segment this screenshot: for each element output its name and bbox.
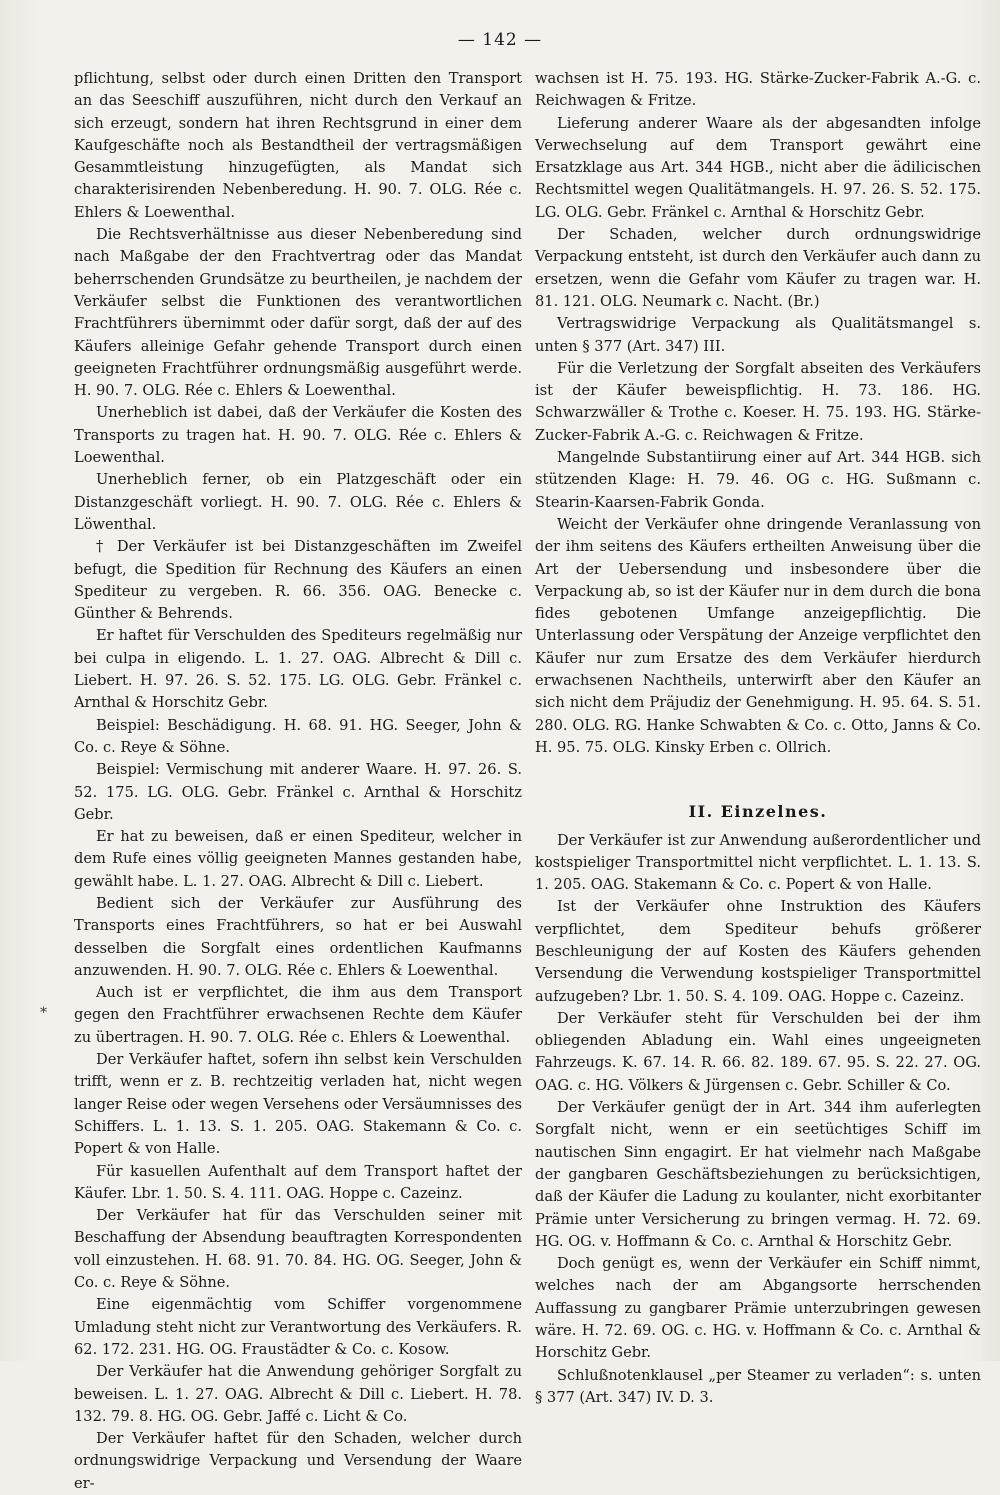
paragraph: Lieferung anderer Waare als der abgesandten infolge Verwechselung auf dem Transport gewährt eine Ersatzklage aus Art. 344 HGB., nicht aber die ädilicischen Rechtsmittel wegen Qualitätmangels. H. 97. 26. S. 52. 175. LG. OLG. Gebr. Fränkel c. Arnthal & Horschitz Gebr. bbox=[535, 114, 981, 221]
paragraph: Der Verkäufer haftet für den Schaden, welcher durch ordnungswidrige Verpackung und Versendung der Waare er- bbox=[74, 1430, 522, 1492]
paragraph: Der Verkäufer hat die Anwendung gehöriger Sorgfalt zu beweisen. L. 1. 27. OAG. Albrecht & Dill c. Liebert. H. 78. 132. 79. 8. HG. OG. Gebr. Jaffé c. Licht & Co. bbox=[74, 1363, 522, 1425]
paragraph: Der Verkäufer steht für Verschulden bei der ihm obliegenden Abladung ein. Wahl eines ungeeigneten Fahrzeugs. K. 67. 14. R. 66. 82. 189. 67. 95. S. 22. 27. OG. OAG. c. HG. Völkers & Jürgensen c. Gebr. Schiller & Co. bbox=[535, 1009, 981, 1094]
paragraph: Der Verkäufer ist zur Anwendung außerordentlicher und kostspieliger Transportmittel nicht verpflichtet. L. 1. 13. S. 1. 205. OAG. Stakemann & Co. c. Popert & von Halle. bbox=[535, 831, 981, 894]
paragraph: Der Schaden, welcher durch ordnungswidrige Verpackung entsteht, ist durch den Verkäufer auch dann zu ersetzen, wenn die Gefahr vom Käufer zu tragen war. H. 81. 121. OLG. Neumark c. Nacht. (Br.) bbox=[535, 226, 981, 310]
paragraph: Ist der Verkäufer ohne Instruktion des Käufers verpflichtet, dem Spediteur behufs größerer Beschleunigung der auf Kosten des Käufers gehenden Versendung die Verwendung kostspieliger Transportmittel aufzugeben? Lbr. 1. 50. S. 4. 109. OAG. Hoppe c. Cazeinz. bbox=[535, 898, 981, 1005]
paragraph: Weicht der Verkäufer ohne dringende Veranlassung von der ihm seitens des Käufers ertheilten Anweisung über die Art der Uebersendung und insbesondere über die Verpackung ab, so ist der Käufer nur in dem durch die bona fides gebotenen Umfange anzeigepflichtig. Die Unterlassung oder Verspätung der Anzeige verpflichtet den Käufer nur zum Ersatze des dem Verkäufer hierdurch erwachsenen Nachtheils, unterwirft aber den Käufer an sich nicht dem Präjudiz der Genehmigung. H. 95. 64. S. 51. 280. OLG. RG. Hanke Schwabten & Co. c. Otto, Janns & Co. H. 95. 75. OLG. Kinsky Erben c. Ollrich. bbox=[535, 515, 981, 756]
paragraph: Auch ist er verpflichtet, die ihm aus dem Transport gegen den Frachtführer erwachsenen Rechte dem Käufer zu übertragen. H. 90. 7. OLG. Rée c. Ehlers & Loewenthal. bbox=[74, 984, 522, 1046]
paragraph: Eine eigenmächtig vom Schiffer vorgenommene Umladung steht nicht zur Verantwortung des Verkäufers. R. 62. 172. 231. HG. OG. Fraustädter & Co. c. Kosow. bbox=[74, 1296, 522, 1358]
paragraph: Schlußnotenklausel „per Steamer zu verladen“: s. unten § 377 (Art. 347) IV. D. 3. bbox=[535, 1366, 981, 1406]
paragraph: Er haftet für Verschulden des Spediteurs regelmäßig nur bei culpa in eligendo. L. 1. 27. OAG. Albrecht & Dill c. Liebert. H. 97. 26. S. 52. 175. LG. OLG. Gebr. Fränkel c. Arnthal & Horschitz Gebr. bbox=[74, 627, 522, 712]
paragraph: † Der Verkäufer ist bei Distanzgeschäften im Zweifel befugt, die Spedition für Rechnung des Käufers an einen Spediteur zu vergeben. R. 66. 356. OAG. Benecke c. Günther & Behrends. bbox=[74, 538, 522, 623]
paragraph: Der Verkäufer genügt der in Art. 344 ihm auferlegten Sorgfalt nicht, wenn er ein seetüchtiges Schiff im nautischen Sinn engagirt. Er hat vielmehr nach Maßgabe der gangbaren Geschäftsbeziehungen zu berücksichtigen, daß der Käufer die Ladung zu koulanter, nicht exorbitanter Prämie unter Versicherung zu bringen vermag. H. 72. 69. HG. OG. v. Hoffmann & Co. c. Arnthal & Horschitz Gebr. bbox=[535, 1099, 981, 1250]
paragraph: Vertragswidrige Verpackung als Qualitätsmangel s. unten § 377 (Art. 347) III. bbox=[535, 315, 981, 355]
section-heading: II. Einzelnes. bbox=[688, 802, 828, 822]
paragraph: Für die Verletzung der Sorgfalt abseiten des Verkäufers ist der Käufer beweispflichtig. H. 73. 186. HG. Schwarzwäller & Trothe c. Koeser. H. 75. 193. HG. Stärke-Zucker-Fabrik A.-G. c. Reichwagen & Fritze. bbox=[535, 359, 981, 444]
paragraph: Die Rechtsverhältnisse aus dieser Nebenberedung sind nach Maßgabe der den Frachtvertrag oder das Mandat beherrschenden Grundsätze zu beurtheilen, je nachdem der Verkäufer selbst die Funktionen des verantwortlichen Frachtführers übernimmt oder dafür sorgt, daß der auf des Käufers alleinige Gefahr gehende Transport durch einen geeigneten Frachtführer ordnungsmäßig ausgeführt werde. H. 90. 7. OLG. Rée c. Ehlers & Loewenthal. bbox=[74, 226, 522, 400]
paragraph: Unerheblich ist dabei, daß der Verkäufer die Kosten des Transports zu tragen hat. H. 90. 7. OLG. Rée c. Ehlers & Loewenthal. bbox=[74, 404, 522, 467]
paragraph: Der Verkäufer hat für das Verschulden seiner mit Beschaffung der Absendung beauftragten Korrespondenten voll einzustehen. H. 68. 91. 70. 84. HG. OG. Seeger, John & Co. c. Reye & Söhne. bbox=[74, 1207, 522, 1292]
margin-mark: * bbox=[40, 1005, 47, 1021]
paragraph: pflichtung, selbst oder durch einen Dritten den Transport an das Seeschiff auszuführen, nicht durch den Verkauf an sich erzeugt, sondern hat ihren Rechtsgrund in einer dem Kaufgeschäfte noch als Bestandtheil der vertragsmäßigen Gesammtleistung hinzugefügten, als Mandat sich charakterisirenden Nebenberedung. H. 90. 7. OLG. Rée c. Ehlers & Loewenthal. bbox=[74, 70, 522, 221]
page-number: — 142 — bbox=[457, 30, 543, 50]
paragraph: Er hat zu beweisen, daß er einen Spediteur, welcher in dem Rufe eines völlig geeigneten Mannes gestanden habe, gewählt habe. L. 1. 27. OAG. Albrecht & Dill c. Liebert. bbox=[74, 828, 522, 890]
paragraph: Doch genügt es, wenn der Verkäufer ein Schiff nimmt, welches nach der am Abgangsorte herrschenden Auffassung zu gangbarer Prämie unterzubringen gewesen wäre. H. 72. 69. OG. c. HG. v. Hoffmann & Co. c. Arnthal & Horschitz Gebr. bbox=[535, 1255, 981, 1362]
paragraph: Beispiel: Vermischung mit anderer Waare. H. 97. 26. S. 52. 175. LG. OLG. Gebr. Fränkel c. Arnthal & Horschitz Gebr. bbox=[74, 761, 522, 823]
right-column bbox=[535, 68, 981, 1409]
paragraph: Bedient sich der Verkäufer zur Ausführung des Transports eines Frachtführers, so hat er bei Auswahl desselben die Sorgfalt eines ordentlichen Kaufmanns anzuwenden. H. 90. 7. OLG. Rée c. Ehlers & Loewenthal. bbox=[74, 894, 522, 979]
left-column bbox=[74, 68, 522, 1495]
paragraph: Unerheblich ferner, ob ein Platzgeschäft oder ein Distanzgeschäft vorliegt. H. 90. 7. OLG. Rée c. Ehlers & Löwenthal. bbox=[74, 471, 522, 533]
paragraph: Mangelnde Substantiirung einer auf Art. 344 HGB. sich stützenden Klage: H. 79. 46. OG c. HG. Sußmann c. Stearin-Kaarsen-Fabrik Gonda. bbox=[535, 449, 981, 511]
paragraph: Beispiel: Beschädigung. H. 68. 91. HG. Seeger, John & Co. c. Reye & Söhne. bbox=[74, 716, 522, 756]
paragraph: Für kasuellen Aufenthalt auf dem Transport haftet der Käufer. Lbr. 1. 50. S. 4. 111. OAG. Hoppe c. Cazeinz. bbox=[74, 1162, 522, 1202]
paragraph: Der Verkäufer haftet, sofern ihn selbst kein Verschulden trifft, wenn er z. B. rechtzeitig verladen hat, nicht wegen langer Reise oder wegen Versehens oder Versäumnisses des Schiffers. L. 1. 13. S. 1. 205. OAG. Stakemann & Co. c. Popert & von Halle. bbox=[74, 1051, 522, 1158]
paragraph: wachsen ist H. 75. 193. HG. Stärke-Zucker-Fabrik A.-G. c. Reichwagen & Fritze. bbox=[535, 70, 981, 110]
